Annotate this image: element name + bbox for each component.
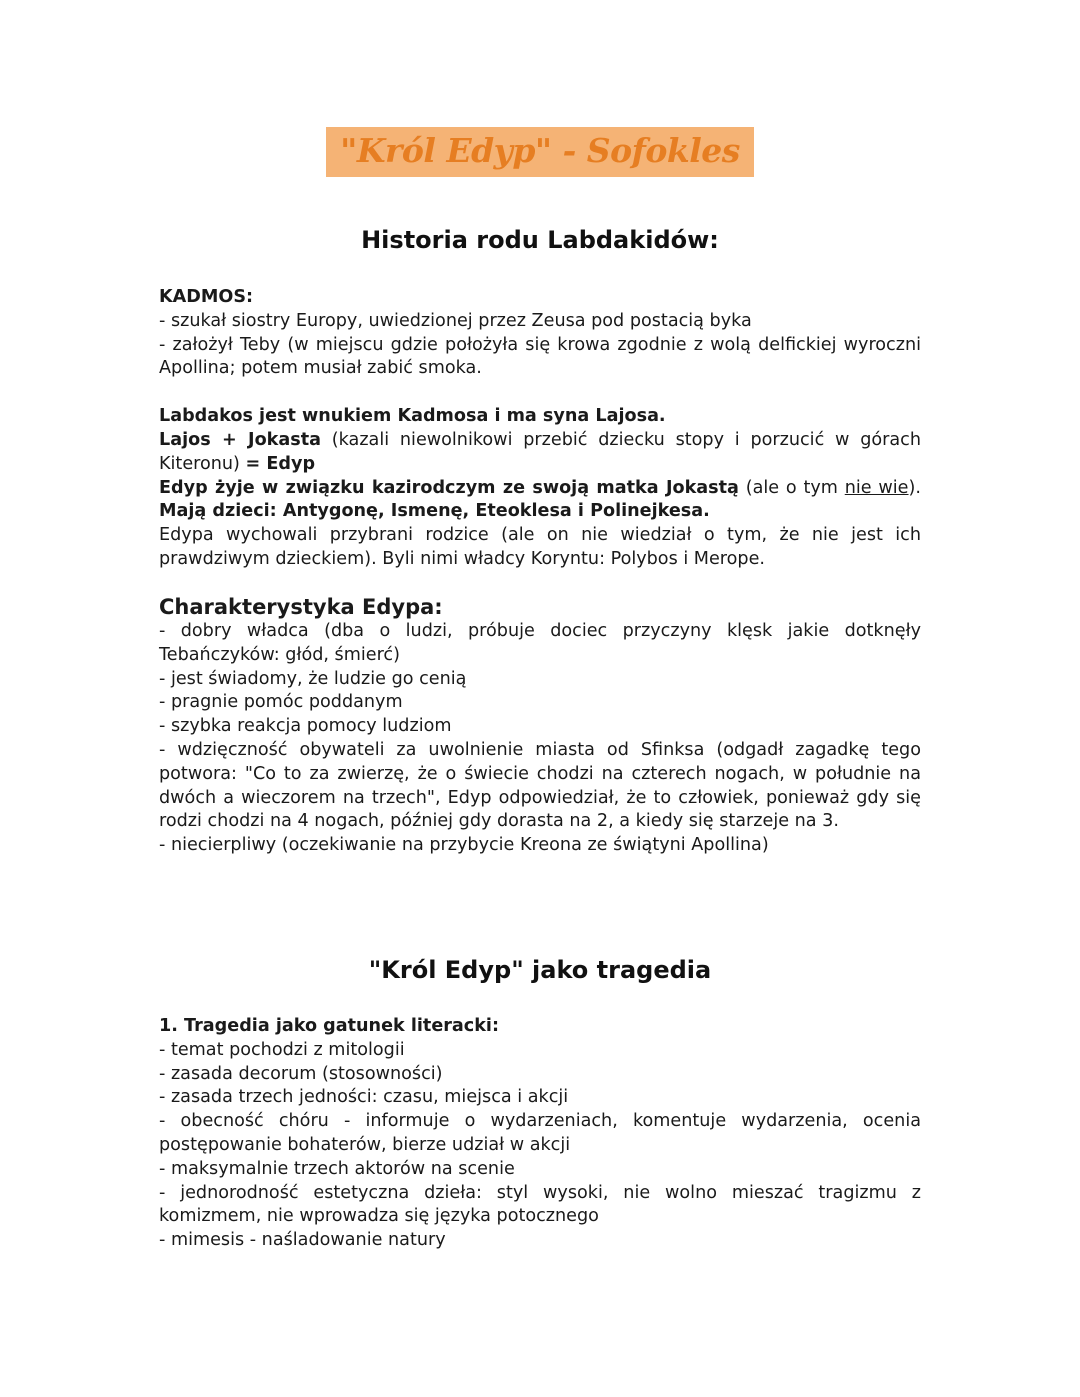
kadmos-label: KADMOS: xyxy=(159,287,254,307)
edyp-bold: Edyp żyje w związku kazirodczym ze swoją matka Jokastą xyxy=(159,477,739,498)
list-item: - niecierpliwy (oczekiwanie na przybycie Kreona ze świątyni Apollina) xyxy=(159,835,769,856)
edyp-children: Mają dzieci: Antygonę, Ismenę, Eteoklesa i Polinejkesa. xyxy=(159,501,710,522)
list-item: - zasada decorum (stosowności) xyxy=(159,1063,443,1084)
list-item: - obecność chóru - informuje o wydarzeniach, komentuje wydarzenia, ocenia postępowanie bohaterów, bierze udział w akcji xyxy=(159,1111,921,1155)
list-item: - jest świadomy, że ludzie go cenią xyxy=(159,668,467,689)
edyp-paragraph xyxy=(159,477,921,525)
list-item: - dobry władca (dba o ludzi, próbuje dociec przyczyny klęsk jakie dotknęły Tebańczyków: głód, śmierć) xyxy=(159,621,921,665)
section-characteristics xyxy=(159,594,921,858)
edyp-text-2: ). xyxy=(908,477,921,498)
title-wrapper xyxy=(0,127,1080,177)
document-title: "Król Edyp" - Sofokles xyxy=(326,127,754,177)
subheading-genre: 1. Tragedia jako gatunek literacki: xyxy=(159,1016,499,1036)
list-item: - maksymalnie trzech aktorów na scenie xyxy=(159,1158,515,1179)
heading-tragedy: "Król Edyp" jako tragedia xyxy=(368,956,712,984)
edyp-underline: nie wie xyxy=(844,477,909,498)
spacer xyxy=(159,381,921,405)
list-item: - jednorodność estetyczna dzieła: styl wysoki, nie wolno mieszać tragizmu z komizmem, nie wprowadza się języka potocznego xyxy=(159,1182,921,1227)
list-item: - temat pochodzi z mitologii xyxy=(159,1039,405,1060)
lajos-text: (kazali niewolnikowi przebić dziecku stopy i porzucić w górach Kiteronu) xyxy=(159,429,921,474)
list-item: - szybka reakcja pomocy ludziom xyxy=(159,716,452,737)
section-labdakids xyxy=(159,286,921,572)
lajos-result: = Edyp xyxy=(245,453,316,474)
foster-paragraph: Edypa wychowali przybrani rodzice (ale on nie wiedział o tym, że nie jest ich prawdziwym dzieckiem). Byli nimi władcy Koryntu: Polybos i Merope. xyxy=(159,525,921,569)
heading-characteristics: Charakterystyka Edypa: xyxy=(159,595,443,619)
heading-labdakids: Historia rodu Labdakidów: xyxy=(361,226,719,254)
lajos-paragraph xyxy=(159,429,921,477)
list-item: - wdzięczność obywateli za uwolnienie miasta od Sfinksa (odgadł zagadkę tego potwora: "Co to za zwierzę, że o świecie chodzi na czterech nogach, w południe na dwóch a wieczorem na trzech", Edyp odpowiedział, że to człowiek, ponieważ gdy się rodzi chodzi na 4 nogach, później gdy dorasta na 2, a kiedy się starzeje na 3. xyxy=(159,739,921,832)
lajos-bold: Lajos + Jokasta xyxy=(159,429,322,450)
labdakos-line: Labdakos jest wnukiem Kadmosa i ma syna Lajosa. xyxy=(159,406,666,427)
kadmos-item: - założył Teby (w miejscu gdzie położyła się krowa zgodnie z wolą delfickiej wyroczni Apollina; potem musiał zabić smoka. xyxy=(159,334,921,379)
list-item: - zasada trzech jedności: czasu, miejsca i akcji xyxy=(159,1087,569,1108)
kadmos-item: - szukał siostry Europy, uwiedzionej przez Zeusa pod postacią byka xyxy=(159,310,752,331)
list-item: - pragnie pomóc poddanym xyxy=(159,692,403,713)
section-tragedy xyxy=(159,1015,921,1253)
edyp-text: (ale o tym xyxy=(738,477,845,498)
list-item: - mimesis - naśladowanie natury xyxy=(159,1230,446,1251)
